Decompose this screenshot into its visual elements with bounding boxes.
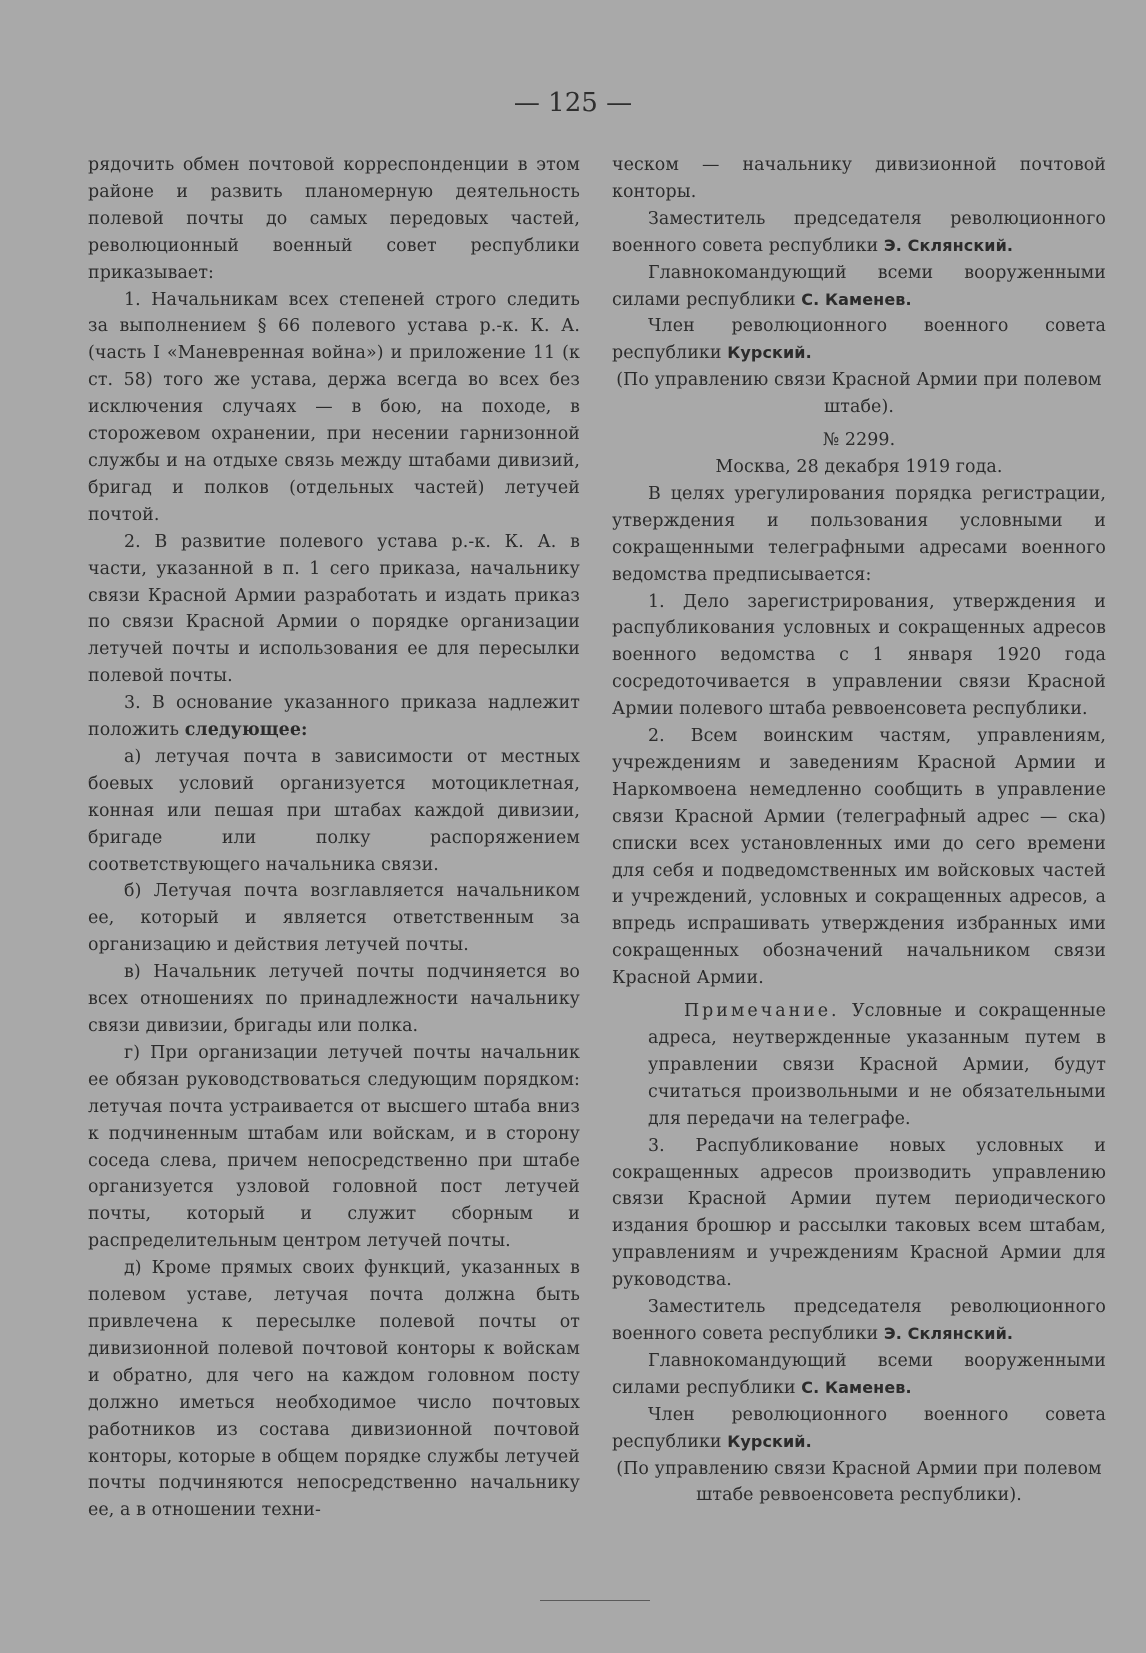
order-note-label: Примечание. xyxy=(684,1001,840,1022)
left-column xyxy=(88,152,580,1524)
footer-rule xyxy=(540,1600,650,1601)
order-date: Москва, 28 декабря 1919 года. xyxy=(715,456,1003,477)
page-number: — 125 — xyxy=(513,88,633,118)
signature-deputy-1-title: Заместитель председателя революционного военного совета республики xyxy=(612,208,1106,256)
signature-member-1-name: Курский. xyxy=(727,343,812,363)
signature-deputy-1-name: Э. Склянский. xyxy=(883,235,1014,255)
signature-chief-2-name: С. Каменев. xyxy=(801,1377,912,1397)
order-item-2: 2. Всем воинским частям, управлениям, учреждениям и заведениям Красной Армии и Наркомвоена немедленно сообщить в управление связи Красной Армии (телеграфный адрес — ска) списки всех установленных ими до сего времени для себя и подведомственных им войсковых частей и учреждений, условных и сокращенных адресов, а впредь испрашивать утверждения избранных ими сокращенных обозначений начальником связи Красной Армии. xyxy=(612,726,1106,989)
order-item-3: 3. Распубликование новых условных и сокращенных адресов производить управлению связи Красной Армии путем периодического издания брошюр и рассылки таковых всем штабам, управлениям и учреждениям Красной Армии для руководства. xyxy=(612,1135,1106,1291)
paragraph-item-3-text: 3. В основание указанного приказа надлежит положить xyxy=(88,693,580,741)
signature-deputy-2-name: Э. Склянский. xyxy=(883,1323,1014,1343)
paragraph-continuation-right: ческом — начальнику дивизионной почтовой конторы. xyxy=(612,155,1106,202)
signature-member-1-title: Член революционного военного совета республики xyxy=(612,316,1106,364)
source-note-1: (По управлению связи Красной Армии при полевом штабе). xyxy=(616,370,1102,418)
signature-member-1 xyxy=(612,313,1106,367)
source-note-2: (По управлению связи Красной Армии при полевом штабе реввоенсовета республики). xyxy=(616,1458,1102,1506)
paragraph-subitem-a: а) летучая почта в зависимости от местных боевых условий организуется мотоциклетная, конная или пешая при штабах каждой дивизии, бригаде или полку распоряжением соответствующего начальника связи. xyxy=(88,746,580,875)
order-intro: В целях урегулирования порядка регистрации, утверждения и пользования условными и сокращенными телеграфными адресами военного ведомства предписывается: xyxy=(612,483,1106,585)
signature-deputy-2-title: Заместитель председателя революционного военного совета республики xyxy=(612,1297,1106,1344)
signature-member-2-name: Курский. xyxy=(727,1431,812,1451)
signature-deputy-1 xyxy=(612,206,1106,260)
paragraph-continuation: рядочить обмен почтовой корреспонденции в этом районе и развить планомерную деятельность полевой почты до самых передовых частей, революционный военный совет республики приказывает: xyxy=(88,155,580,283)
paragraph-subitem-d: д) Кроме прямых своих функций, указанных в полевом уставе, летучая почта должна быть привлечена к пересылке полевой почты от дивизионной полевой почтовой конторы к войскам и обратно, для чего на каждом головном посту должно иметься необходимое число почтовых работников из состава дивизионной почтовой конторы, которые в общем порядке службы летучей почты подчиняются непосредственно начальнику ее, а в отношении техни- xyxy=(88,1258,580,1521)
paragraph-item-3 xyxy=(88,690,580,744)
order-number: № 2299. xyxy=(822,430,896,451)
paragraph-subitem-b: б) Летучая почта возглавляется начальником ее, который и является ответственным за организацию и действия летучей почты. xyxy=(88,881,580,956)
order-item-1: 1. Дело зарегистрирования, утверждения и распубликования условных и сокращенных адресов военного ведомства с 1 января 1920 года сосредоточивается в управлении связи Красной Армии полевого штаба реввоенсовета республики. xyxy=(612,591,1106,720)
signature-member-2 xyxy=(612,1402,1106,1456)
signature-chief-2 xyxy=(612,1348,1106,1402)
right-column xyxy=(612,152,1106,1509)
paragraph-subitem-g: г) При организации летучей почты начальник ее обязан руководствоваться следующим порядком: летучая почта устраивается от высшего штаба вниз к подчиненным штабам или войскам, и в сторону соседа слева, причем непосредственно при штабе организуется узловой головной пост летучей почты, который и служит сборным и распределительным центром летучей почты. xyxy=(88,1042,580,1252)
paragraph-item-1: 1. Начальникам всех степеней строго следить за выполнением § 66 полевого устава р.-к. К. А. (часть I «Маневренная война») и приложение 11 (к ст. 58) того же устава, держа всегда во всех без исключения случаях — в бою, на походе, в сторожевом охранении, при несении гарнизонной службы и на отдыхе связь между штабами дивизий, бригад и полков (отдельных частей) летучей почтой. xyxy=(88,289,580,525)
signature-chief-1-title: Главнокомандующий всеми вооруженными силами республики xyxy=(612,262,1106,310)
paragraph-item-3-emphasis: следующее: xyxy=(184,720,308,741)
signature-chief-1-name: С. Каменев. xyxy=(801,289,912,309)
paragraph-item-2: 2. В развитие полевого устава р.-к. К. А. в части, указанной в п. 1 сего приказа, начальнику связи Красной Армии разработать и издать приказ по связи Красной Армии о порядке организации летучей почты и использования ее для пересылки полевой почты. xyxy=(88,531,580,687)
signature-chief-1 xyxy=(612,260,1106,314)
order-note-text: Условные и сокращенные адреса, неутвержденные указанным путем в управлении связи Красной Армии, будут считаться произвольными и не обязательными для передачи на телеграфе. xyxy=(648,1001,1106,1129)
paragraph-subitem-v: в) Начальник летучей почты подчиняется во всех отношениях по принадлежности начальнику связи дивизии, бригады или полка. xyxy=(88,962,580,1036)
signature-member-2-title: Член революционного военного совета республики xyxy=(612,1404,1106,1452)
signature-chief-2-title: Главнокомандующий всеми вооруженными силами республики xyxy=(612,1350,1106,1398)
signature-deputy-2 xyxy=(612,1294,1106,1348)
order-note xyxy=(648,998,1106,1133)
